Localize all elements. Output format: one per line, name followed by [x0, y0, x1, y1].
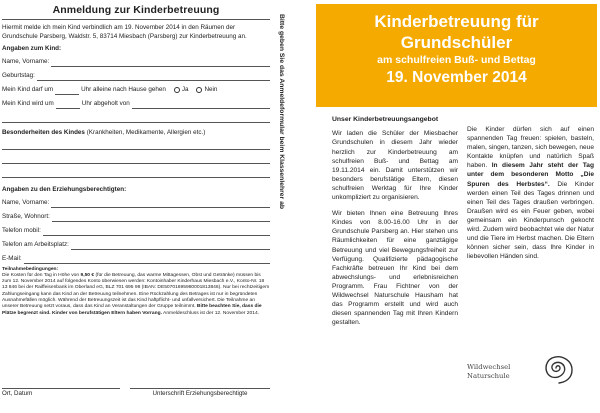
- title-rule: [2, 19, 270, 20]
- alone-time-blank[interactable]: [55, 86, 79, 95]
- guardian-email-line[interactable]: [24, 255, 270, 264]
- pickup-extra-line[interactable]: [2, 112, 270, 123]
- wildwechsel-logo-text: [467, 363, 527, 381]
- form-intro: Hiermit melde ich mein Kind verbindlich am 19. November 2014 in den Räumen der Grundschule Parsberg, Waldstr. 5, 83714 Miesbach (Parsberg) zur Kinderbetreuung an.: [2, 24, 247, 40]
- banner-line-1: Kinderbetreuung für: [374, 12, 539, 31]
- guardian-mobile-field[interactable]: [2, 225, 270, 236]
- terms-text-c: Anmeldeschluss ist der 12. November 2014.: [161, 310, 260, 316]
- guardian-email-field[interactable]: [2, 253, 270, 264]
- child-name-field[interactable]: [2, 56, 270, 67]
- vertical-instruction: [275, 14, 285, 234]
- terms-text-a: Die Kosten für den Tag in Höhe von: [2, 272, 81, 278]
- child-name-label: Name, Vorname:: [2, 58, 50, 66]
- guardian-work-line[interactable]: [71, 241, 270, 250]
- guardian-mobile-label: Telefon mobil:: [2, 227, 41, 235]
- spiral-logo-icon: [526, 346, 586, 386]
- birthday-field[interactable]: [2, 70, 270, 81]
- offer-heading: Unser Kinderbetreuungsangebot: [332, 116, 439, 123]
- special-heading: Besonderheiten des Kindes: [2, 128, 85, 136]
- radio-yes[interactable]: [174, 86, 189, 95]
- offer-column-1: [332, 115, 458, 334]
- guardian-street-line[interactable]: [52, 213, 270, 222]
- offer-paragraph-2: Wir bieten Ihnen eine Betreuung Ihres Kindes von 8.00-16.00 Uhr in der Grundschule Parsberg an. Hier stehen uns Räumlichkeiten für eine ganztägige Betreuung und viel Bewegungsfreiheit zur Verfügung. Qualifizierte pädagogische Fachkräfte betreuen Ihr Kind bei dem abwechslungs- und erlebnisreichen Programm. Frau Fichtner von der Wildwechsel Naturschule Hausham hat das Programm erstellt und wird auch diesen spannenden Tag mit Ihren Kindern gestalten.: [332, 210, 458, 327]
- offer-motto: In diesem Jahr steht der Tag unter dem besonderen Motto „Die Spuren des Herbstes“.: [467, 162, 595, 188]
- guardian-signature-field[interactable]: Unterschrift Erziehungsberechtigte: [130, 388, 270, 398]
- offer-p3-c: Die Kinder werden einen Teil des Tages drinnen und einen Teil des Tages draußen verbringen. Draußen wird es ein Feuer geben, wobei gemeinsam ein Kinderpunsch gekocht wird. Zudem wird beobachtet wie der Natur und die Tiere im Herbst machen. Die Eltern können sicher sein, dass Ihre Kinder in liebevollen Händen sind.: [467, 180, 594, 261]
- birthday-line[interactable]: [37, 72, 270, 81]
- title-banner: [316, 4, 597, 107]
- pickup-person-line[interactable]: [132, 100, 270, 109]
- form-title: Anmeldung zur Kinderbetreuung: [52, 4, 220, 16]
- offer-paragraph-3: [467, 125, 594, 261]
- terms-price: 9,50 €: [80, 272, 95, 278]
- offer-p3-a: Die Kinder dürfen sich auf einen spannenden Tag freuen: spielen, basteln, malen, singen, tanzen, sich bewegen, neue Kontakte knüpfen und natürlich Spaß haben.: [467, 126, 594, 170]
- guardian-work-field[interactable]: [2, 239, 270, 250]
- place-date-field[interactable]: Ort, Datum: [2, 388, 120, 398]
- guardian-heading: Angaben zu den Erziehungsberechtigten:: [2, 186, 127, 194]
- banner-date: 19. November 2014: [386, 69, 527, 86]
- pickup-row: [2, 98, 270, 109]
- child-heading: Angaben zum Kind:: [2, 45, 62, 53]
- guardian-email-label: E-Mail:: [2, 255, 22, 263]
- alone-suffix: Uhr alleine nach Hause gehen: [81, 86, 166, 94]
- radio-yes-circle[interactable]: [174, 87, 180, 93]
- offer-paragraph-1: Wir laden die Schüler der Miesbacher Grundschulen in diesem Jahr wieder herzlich zur Kinderbetreuung am schulfreien Buß- und Bettag am 19.11.2014 ein. Damit unterstützen wir besonders berufstätige Eltern, diesen schulfreien Werktag für Ihre Kinder unkompliziert zu organisieren.: [332, 130, 458, 202]
- terms-block: [2, 267, 270, 317]
- banner-line-2: Grundschüler: [400, 33, 513, 52]
- banner-line-3: am schulfreien Buß- und Bettag: [377, 54, 536, 66]
- guardian-name-line[interactable]: [51, 199, 270, 208]
- offer-column-2: [467, 125, 594, 268]
- terms-bold-note: Bitte beachten Sie, dass die Plätze begrenzt sind. Kinder von berufstätigen Eltern haben Vorrang.: [2, 304, 262, 316]
- vertical-instruction-text: Bitte geben Sie das Anmeldeformular beim Klassenlehrer ab: [278, 14, 285, 210]
- radio-no-circle[interactable]: [196, 87, 202, 93]
- terms-text-b: (für die Betreuung, das warme Mittagessen, Obst und Getränke) müssen bis zum 12. November 2014 auf folgendes Konto überwiesen werden: Kontoinhaber Kinderhaus Miesbach e.V., Konto-Nr. 18 13 846 bei der Raiffeisenbank im Oberland eG, BLZ 701 695 98 (IBAN: DE50701695980001813846). Nur bei rechtzeitigem Zahlungseingang kann das Kind an der Betreuung teilnehmen. Eine Rückzahlung des Betrages ist nur in begründeten Ausnahmefällen möglich. Während der Betreuungszeit ist das Kind haftpflicht- und unfallversichert. Die Teilnahme an unserer Betreuung setzt voraus, dass das Kind an Veranstaltungen der Gruppe teilnimmt.: [2, 272, 270, 310]
- logo-line-1: Wildwechsel: [467, 363, 511, 371]
- guardian-name-label: Name, Vorname:: [2, 199, 50, 207]
- special-line-3[interactable]: [2, 167, 270, 178]
- pickup-suffix: Uhr abgeholt von: [81, 100, 130, 108]
- alone-home-row: [2, 84, 270, 95]
- birthday-label: Geburtstag:: [2, 72, 35, 80]
- logo-line-2: Naturschule: [467, 371, 510, 380]
- radio-no-label: Nein: [204, 86, 218, 94]
- pickup-time-blank[interactable]: [56, 100, 80, 109]
- alone-prefix: Mein Kind darf um: [2, 86, 54, 94]
- special-note: (Krankheiten, Medikamente, Allergien etc.): [86, 128, 206, 136]
- guardian-work-label: Telefon am Arbeitsplatz:: [2, 241, 69, 249]
- special-heading-row: [2, 129, 270, 138]
- special-line-2[interactable]: [2, 153, 270, 164]
- registration-form: [2, 2, 270, 410]
- radio-no[interactable]: [196, 86, 217, 95]
- guardian-street-label: Straße, Wohnort:: [2, 213, 50, 221]
- special-line-1[interactable]: [2, 139, 270, 150]
- pickup-prefix: Mein Kind wird um: [2, 100, 54, 108]
- radio-yes-label: Ja: [181, 86, 189, 94]
- guardian-mobile-line[interactable]: [43, 227, 270, 236]
- guardian-street-field[interactable]: [2, 211, 270, 222]
- guardian-name-field[interactable]: [2, 197, 270, 208]
- terms-heading: Teilnahmebedingungen:: [2, 266, 59, 272]
- signature-row: [2, 388, 270, 398]
- child-name-line[interactable]: [51, 58, 270, 67]
